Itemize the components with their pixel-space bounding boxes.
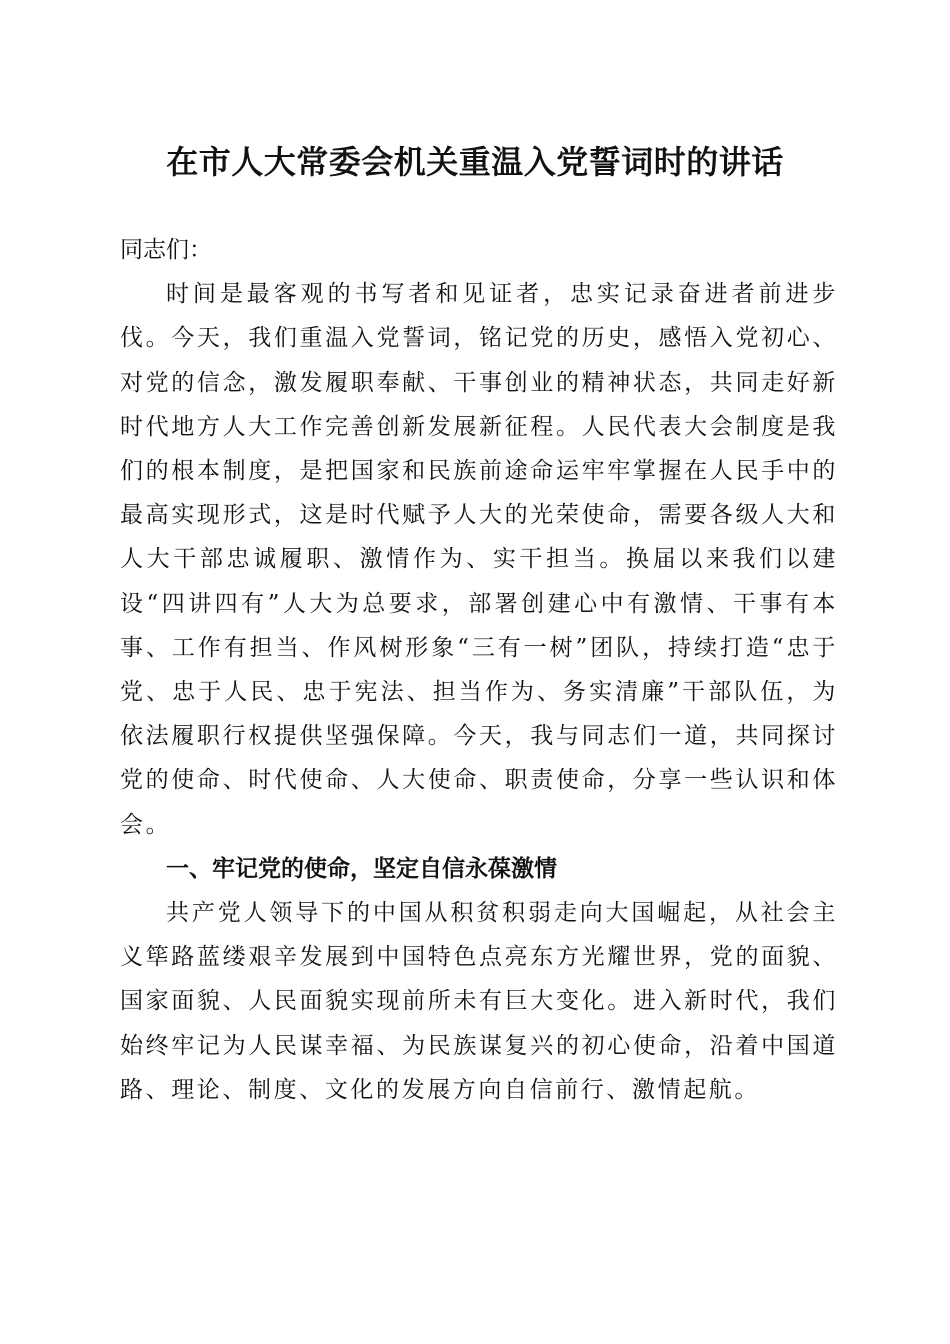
paragraph-opening: 时间是最客观的书写者和见证者，忠实记录奋进者前进步伐。今天，我们重温入党誓词，铭记党的历史，感悟入党初心、对党的信念，激发履职奉献、干事创业的精神状态，共同走好新时代地方人大工作完善创新发展新征程。人民代表大会制度是我们的根本制度，是把国家和民族前途命运牢牢掌握在人民手中的最高实现形式，这是时代赋予人大的光荣使命，需要各级人大和人大干部忠诚履职、激情作为、实干担当。换届以来我们以建设“四讲四有”人大为总要求，部署创建心中有激情、干事有本事、工作有担当、作风树形象“三有一树”团队，持续打造“忠于党、忠于人民、忠于宪法、担当作为、务实清廉”干部队伍，为依法履职行权提供坚强保障。今天，我与同志们一道，共同探讨党的使命、时代使命、人大使命、职责使命，分享一些认识和体会。 bbox=[120, 281, 838, 838]
document-title: 在市人大常委会机关重温入党誓词时的讲话 bbox=[166, 143, 784, 181]
section-heading-1: 一、牢记党的使命，坚定自信永葆激情 bbox=[166, 855, 557, 882]
salutation: 同志们： bbox=[120, 237, 212, 263]
document-body bbox=[120, 228, 838, 1112]
paragraph-section-1: 共产党人领导下的中国从积贫积弱走向大国崛起，从社会主义筚路蓝缕艰辛发展到中国特色点亮东方光耀世界，党的面貌、国家面貌、人民面貌实现前所未有巨大变化。进入新时代，我们始终牢记为人民谋幸福、为民族谋复兴的初心使命，沿着中国道路、理论、制度、文化的发展方向自信前行、激情起航。 bbox=[120, 900, 838, 1103]
